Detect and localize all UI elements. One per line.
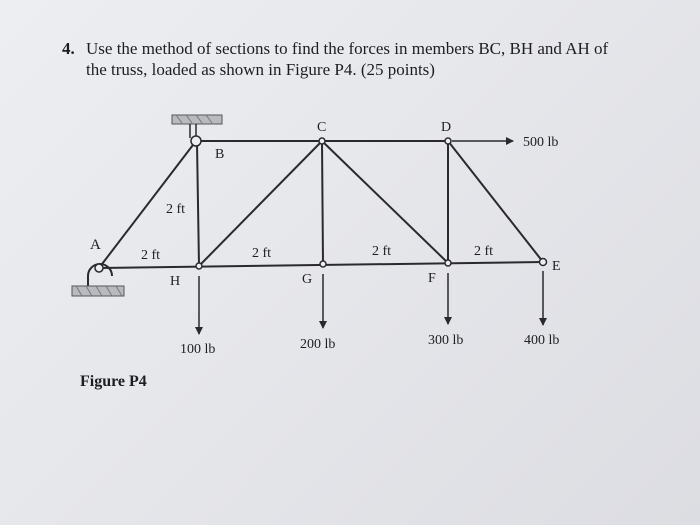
problem-text-line-2: the truss, loaded as shown in Figure P4. (25 points) bbox=[86, 60, 435, 79]
label-node-B: B bbox=[215, 147, 225, 162]
joint-E bbox=[540, 259, 547, 266]
label-node-G: G bbox=[302, 272, 313, 287]
label-node-H: H bbox=[170, 274, 181, 289]
top-fixed-support bbox=[172, 115, 222, 138]
joint-C bbox=[319, 138, 325, 144]
label-node-F: F bbox=[428, 271, 436, 286]
label-node-E: E bbox=[552, 259, 561, 274]
load-label-F: 300 lb bbox=[428, 333, 464, 348]
label-node-A: A bbox=[90, 237, 101, 253]
label-node-C: C bbox=[317, 120, 327, 135]
dimension-span-FE: 2 ft bbox=[474, 244, 494, 259]
dimension-span-HG: 2 ft bbox=[252, 246, 272, 261]
problem-text-line-1: Use the method of sections to find the forces in members BC, BH and AH of bbox=[86, 39, 609, 58]
member-DE bbox=[448, 141, 543, 262]
load-label-H: 100 lb bbox=[180, 342, 216, 357]
joint-F bbox=[445, 260, 451, 266]
problem-number: 4. bbox=[62, 39, 75, 58]
joint-G bbox=[320, 261, 326, 267]
load-label-E: 400 lb bbox=[524, 333, 560, 348]
joint-A bbox=[95, 264, 103, 272]
dimension-span-GF: 2 ft bbox=[372, 244, 392, 259]
member-CG bbox=[322, 141, 323, 264]
joint-H bbox=[196, 263, 202, 269]
load-label-G: 200 lb bbox=[300, 337, 336, 352]
member-BH bbox=[197, 143, 199, 266]
label-node-D: D bbox=[441, 120, 452, 135]
dimension-vertical: 2 ft bbox=[166, 202, 186, 217]
joint-B bbox=[191, 136, 201, 146]
figure-caption: Figure P4 bbox=[80, 373, 147, 390]
load-label-D-horizontal: 500 lb bbox=[523, 135, 559, 150]
joint-D bbox=[445, 138, 451, 144]
dimension-span-AH: 2 ft bbox=[141, 248, 161, 263]
